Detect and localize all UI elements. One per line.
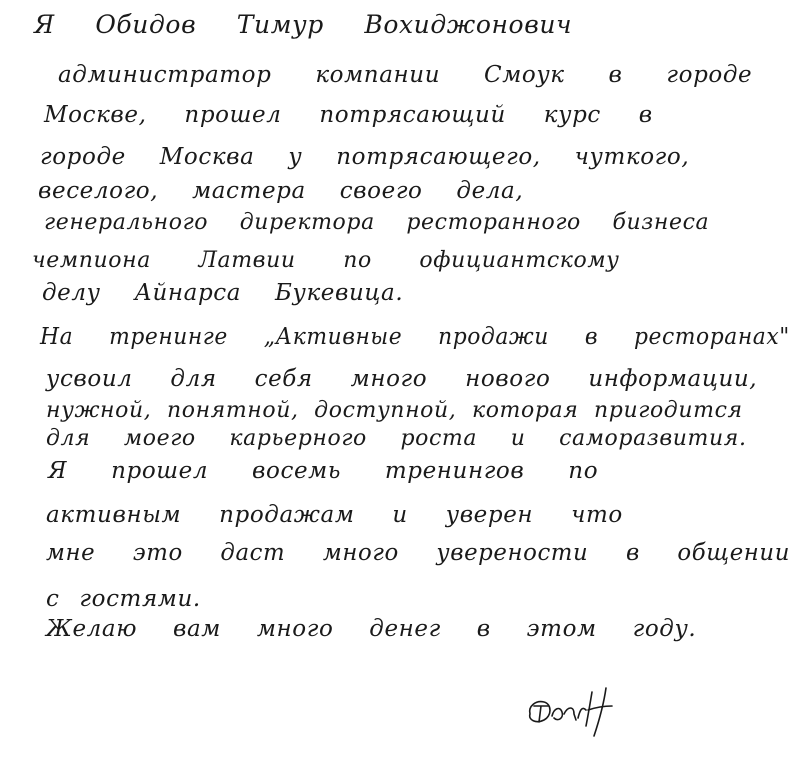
letter-line: Москве, прошел потрясающий курс в (44, 102, 653, 128)
letter-line: администратор компании Смоук в городе (58, 62, 753, 88)
letter-line: активным продажам и уверен что (46, 502, 623, 528)
letter-line: с гостями. (46, 586, 201, 612)
letter-line: Я прошел восемь тренингов по (48, 458, 599, 484)
letter-line: нужной, понятной, доступной, которая пригодится (46, 398, 743, 423)
letter-line: чемпиона Латвии по официантскому (32, 248, 620, 273)
letter-line: делу Айнарса Букевица. (42, 280, 404, 306)
letter-line: для моего карьерного роста и саморазвития. (46, 426, 747, 451)
letter-line: Я Обидов Тимур Вохиджонович (34, 10, 573, 39)
letter-line: городе Москва у потрясающего, чуткого, (40, 144, 690, 170)
letter-line: генерального директора ресторанного бизнеса (44, 210, 710, 235)
letter-line: веселого, мастера своего дела, (38, 178, 524, 204)
signature-mark (522, 676, 632, 746)
letter-line: усвоил для себя много нового информации, (46, 366, 758, 392)
letter-line: Желаю вам много денег в этом году. (46, 616, 697, 642)
letter-line: На тренинге „Активные продажи в ресторанах" (40, 324, 790, 350)
letter-line: мне это даст много уверености в общении (46, 540, 791, 566)
